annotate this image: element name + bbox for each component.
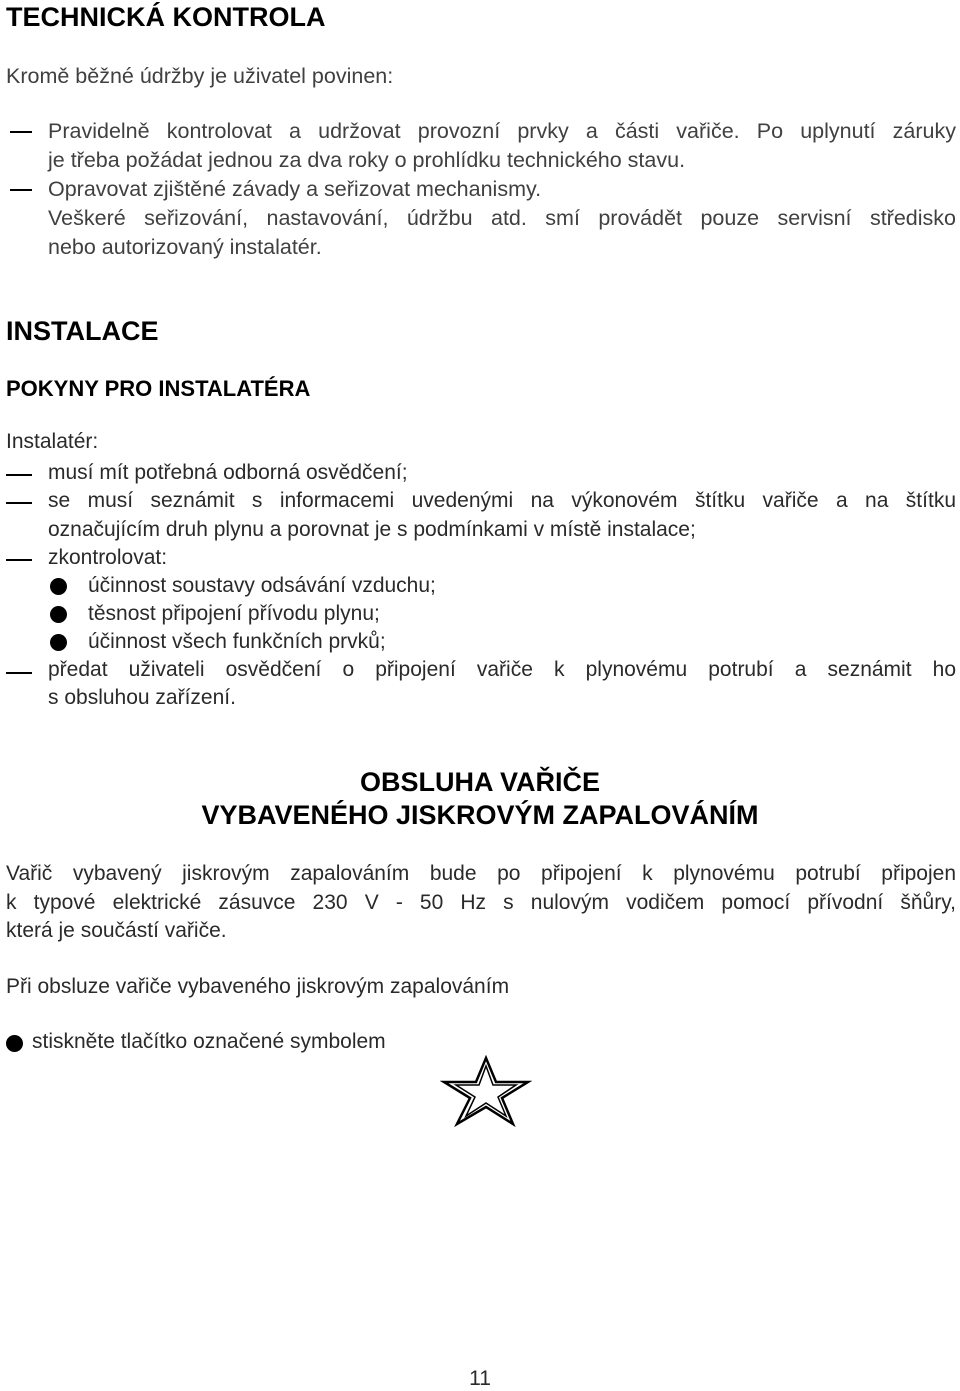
bullet-dot-icon (6, 1035, 23, 1052)
dash-marker (6, 502, 32, 504)
install-check-2: těsnost připojení přívodu plynu; (88, 602, 380, 625)
tech-intro: Kromě běžné údržby je uživatel povinen: (6, 64, 394, 88)
operation-bullet: stiskněte tlačítko označené symbolem (32, 1030, 386, 1053)
operation-para-line2: k typové elektrické zásuvce 230 V - 50 Hz s nulovým vodičem pomocí přívodní šňůry, (6, 891, 956, 914)
install-item-1: musí mít potřebná odborná osvědčení; (48, 461, 408, 484)
tech-item-1-line1: Pravidelně kontrolovat a udržovat provozní prvky a části vařiče. Po uplynutí záruky (48, 119, 956, 143)
tech-item-2-line1: Opravovat zjištěné závady a seřizovat mechanismy. (48, 177, 542, 201)
install-item-4-line1: předat uživateli osvědčení o připojení vařiče k plynovému potrubí a seznámit ho (48, 658, 956, 681)
dash-marker (6, 474, 32, 476)
section-title-operation-line2: VYBAVENÉHO JISKROVÝM ZAPALOVÁNÍM (201, 800, 759, 830)
bullet-dot-icon (50, 606, 67, 623)
section-title-operation-line1: OBSLUHA VAŘIČE (359, 767, 600, 797)
dash-marker (10, 131, 32, 133)
page-number: 11 (469, 1367, 491, 1390)
install-item-3: zkontrolovat: (48, 546, 168, 569)
bullet-dot-icon (50, 578, 67, 595)
tech-item-2-line2: Veškeré seřizování, nastavování, údržbu atd. smí provádět pouze servisní středisko (48, 206, 956, 230)
star-symbol-icon (440, 1055, 532, 1127)
dash-marker (6, 672, 32, 674)
bullet-dot-icon (50, 634, 67, 651)
dash-marker (6, 559, 32, 561)
install-item-2-line1: se musí seznámit s informacemi uvedenými na výkonovém štítku vařiče a na štítku (48, 489, 956, 512)
install-check-1: účinnost soustavy odsávání vzduchu; (88, 574, 436, 597)
dash-marker (10, 189, 32, 191)
operation-para2: Při obsluze vařiče vybaveného jiskrovým zapalováním (6, 975, 510, 998)
section-title-install: INSTALACE (6, 316, 159, 346)
install-item-4-line2: s obsluhou zařízení. (48, 686, 236, 709)
operation-para-line1: Vařič vybavený jiskrovým zapalováním bude po připojení k plynovému potrubí připojen (6, 862, 956, 885)
install-item-2-line2: označujícím druh plynu a porovnat je s podmínkami v místě instalace; (48, 518, 696, 541)
install-intro: Instalatér: (6, 430, 99, 453)
tech-item-2-line3: nebo autorizovaný instalatér. (48, 235, 322, 259)
install-check-3: účinnost všech funkčních prvků; (88, 630, 386, 653)
section-title-tech: TECHNICKÁ KONTROLA (6, 2, 326, 32)
tech-item-1-line2: je třeba požádat jednou za dva roky o prohlídku technického stavu. (48, 148, 686, 172)
operation-para-line3: která je součástí vařiče. (6, 919, 227, 942)
section-subtitle-install: POKYNY PRO INSTALATÉRA (6, 376, 311, 401)
